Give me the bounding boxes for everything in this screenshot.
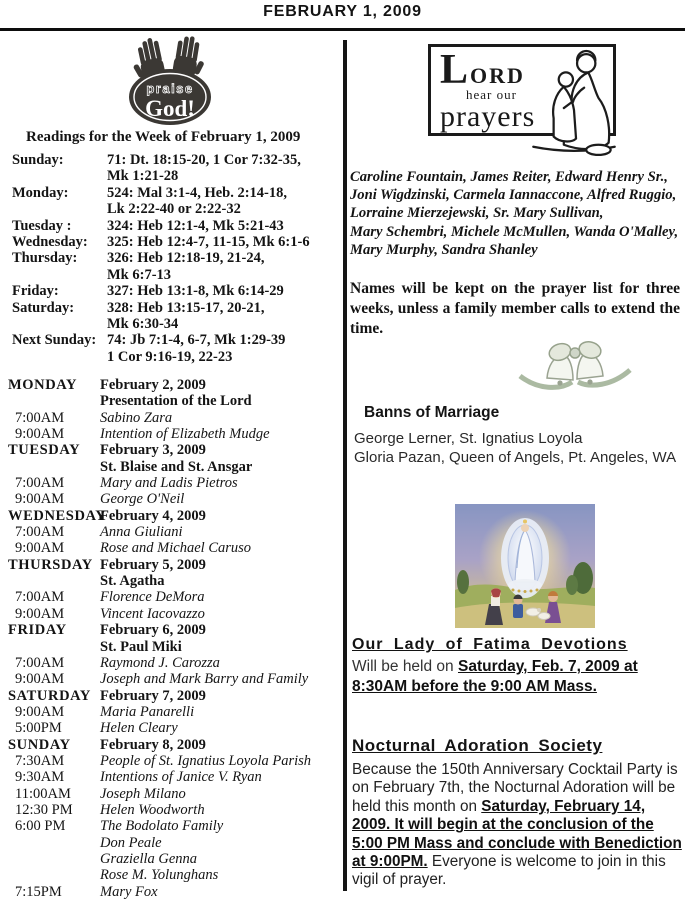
reading-row [12,218,340,234]
schedule-row [8,704,342,720]
nocturnal-adoration-text [352,761,685,890]
schedule-time: WEDNESDAY [8,507,107,524]
schedule-intention: The Bodolato Family [100,818,224,835]
reading-citation: 1 Cor 9:16-19, 22-23 [107,348,233,365]
schedule-intention: St. Blaise and St. Ansgar [100,458,253,475]
reading-row [12,332,340,348]
schedule-row [8,671,342,687]
schedule-intention: February 3, 2009 [100,442,206,459]
nocturnal-text-emphasis: Saturday, February 14, 2009. It will begin at the conclusion of the 5:00 PM Mass and conclude with Benediction at 9:00PM. [352,797,682,871]
nocturnal-text-after: Everyone is welcome to join in this vigil of prayer. [352,853,666,889]
schedule-intention: St. Agatha [100,573,165,590]
reading-citation: 324: Heb 12:1-4, Mk 5:21-43 [107,217,284,234]
schedule-intention: Sabino Zara [100,409,173,426]
schedule-time [8,835,100,851]
reading-citation: Mk 6:30-34 [107,316,179,333]
schedule-intention: Don Peale [100,834,162,851]
banns-line: George Lerner, St. Ignatius Loyola [354,430,583,447]
schedule-row [8,475,342,491]
reading-day: Tuesday : [12,217,72,234]
prayer-list-line: Joni Wigdzinski, Carmela Iannaccone, Alfred Ruggio, [350,187,677,204]
reading-citation: 328: Heb 13:15-17, 20-21, [107,299,265,316]
reading-row [12,300,340,316]
reading-day: Friday: [12,283,59,300]
schedule-intention: February 6, 2009 [100,622,206,639]
schedule-time: 9:30AM [15,769,65,786]
reading-citation: Mk 1:21-28 [107,168,179,185]
schedule-intention: Joseph Milano [100,785,186,802]
schedule-time: 7:00AM [15,654,65,671]
schedule-intention: Helen Woodworth [100,801,205,818]
schedule-intention: Joseph and Mark Barry and Family [100,671,309,688]
schedule-intention: February 5, 2009 [100,556,206,573]
schedule-intention: Rose M. Yolunghans [100,867,219,884]
reading-row [12,267,340,283]
schedule-intention: Intention of Elizabeth Mudge [100,426,270,443]
top-divider-rule [0,28,685,31]
schedule-row [8,802,342,818]
reading-day: Wednesday: [12,234,88,251]
praise-god-logo [100,34,240,130]
schedule-row [8,491,342,507]
schedule-row [8,377,342,393]
svg-text:praise: praise [146,81,194,96]
schedule-row [8,589,342,605]
schedule-intention: Anna Giuliani [100,524,183,541]
reading-citation: 71: Dt. 18:15-20, 1 Cor 7:32-35, [107,152,301,168]
reading-day: Monday: [12,184,69,201]
prayer-list-note: Names will be kept on the prayer list for three weeks, unless a family member calls to extend the time. [350,280,680,337]
schedule-row [8,410,342,426]
reading-day: Thursday: [12,250,78,267]
schedule-time: 12:30 PM [15,801,73,818]
our-lady-of-fatima-image [455,504,595,628]
banner-word-hear-our: hear our [466,86,517,102]
schedule-intention: February 4, 2009 [100,507,206,524]
schedule-intention: Vincent Iacovazzo [100,605,205,622]
lord-hear-our-prayers-banner [428,44,616,136]
schedule-time: 11:00AM [15,785,71,802]
schedule-row [8,737,342,753]
schedule-row [8,639,342,655]
schedule-intention: February 7, 2009 [100,687,206,704]
schedule-intention: Raymond J. Carozza [100,654,220,671]
schedule-time: 7:00AM [15,409,65,426]
schedule-time: TUESDAY [8,442,81,459]
schedule-row [8,867,342,883]
reading-row [12,201,340,217]
reading-row [12,283,340,299]
reading-day: Sunday: [12,152,64,168]
reading-row [12,168,340,184]
prayer-list-line: Mary Schembri, Michele McMullen, Wanda O'Malley, [350,223,679,240]
schedule-row [8,786,342,802]
schedule-row [8,753,342,769]
schedule-intention: George O'Neil [100,491,185,508]
reading-row [12,250,340,266]
schedule-time [8,393,100,409]
schedule-intention: St. Paul Miki [100,638,182,655]
schedule-row [8,818,342,834]
schedule-row [8,524,342,540]
schedule-row [8,393,342,409]
schedule-time: 9:00AM [15,426,65,443]
reading-row [12,185,340,201]
banner-word-prayers: prayers [440,99,536,133]
schedule-time: 7:30AM [15,752,65,769]
schedule-row [8,426,342,442]
fatima-devotions-text [352,657,674,697]
reading-day [12,168,107,184]
schedule-intention: Presentation of the Lord [100,393,252,410]
schedule-time: 6:00 PM [15,818,66,835]
schedule-time: 9:00AM [15,605,65,622]
schedule-intention: Maria Panarelli [100,703,195,720]
reading-day [12,201,107,217]
schedule-time [8,639,100,655]
fatima-text-normal: Will be held on [352,658,458,675]
reading-day [12,349,107,365]
fatima-devotions-title: Our Lady of Fatima Devotions [352,636,628,653]
schedule-time: SUNDAY [8,736,71,753]
schedule-time: 9:00AM [15,703,65,720]
readings-title: Readings for the Week of February 1, 2009 [26,129,301,145]
wedding-bells-icon [516,340,634,398]
schedule-row [8,688,342,704]
schedule-time: 9:00AM [15,540,65,557]
schedule-time [8,573,100,589]
schedule-time: 5:00PM [15,720,62,737]
schedule-row [8,769,342,785]
reading-citation: Mk 6:7-13 [107,266,172,283]
schedule-time: 7:00AM [15,475,65,492]
schedule-time: MONDAY [8,377,78,393]
nocturnal-adoration-title: Nocturnal Adoration Society [352,736,603,755]
schedule-row [8,606,342,622]
prayer-list [350,168,682,259]
reading-day: Next Sunday: [12,332,97,349]
reading-citation: 326: Heb 12:18-19, 21-24, [107,250,265,267]
schedule-time: 7:15PM [15,883,62,900]
reading-day [12,316,107,332]
reading-citation: 325: Heb 12:4-7, 11-15, Mk 6:1-6 [107,234,310,251]
kneeling-figures-icon [527,49,621,159]
schedule-row [8,442,342,458]
reading-citation: Lk 2:22-40 or 2:22-32 [107,201,241,218]
schedule-time: 7:00AM [15,524,65,541]
schedule-intention: Graziella Genna [100,850,198,867]
reading-row [12,234,340,250]
schedule-row [8,622,342,638]
schedule-row [8,557,342,573]
fatima-text-emphasis: Saturday, Feb. 7, 2009 at 8:30AM before the 9:00 AM Mass. [352,658,638,695]
schedule-row [8,835,342,851]
schedule-row [8,884,342,900]
reading-row [12,349,340,365]
schedule-intention: People of St. Ignatius Loyola Parish [100,752,312,769]
schedule-time: 9:00AM [15,671,65,688]
reading-row [12,316,340,332]
schedule-time [8,867,100,883]
praying-hands-icon [100,34,240,130]
schedule-intention: Helen Cleary [100,720,178,737]
schedule-time [8,851,100,867]
banns-of-marriage-title: Banns of Marriage [364,404,500,421]
reading-citation: 74: Jb 7:1-4, 6-7, Mk 1:29-39 [107,332,286,349]
reading-citation: 524: Mal 3:1-4, Heb. 2:14-18, [107,184,288,201]
schedule-time: THURSDAY [8,556,93,573]
schedule-intention: Florence DeMora [100,589,205,606]
schedule-row [8,720,342,736]
banns-couples-list [354,430,680,467]
svg-text:God!: God! [145,96,195,121]
schedule-intention: Intentions of Janice V. Ryan [100,769,262,786]
reading-citation: 327: Heb 13:1-8, Mk 6:14-29 [107,283,284,300]
reading-day: Saturday: [12,299,75,316]
schedule-intention: Rose and Michael Caruso [100,540,252,557]
schedule-time: FRIDAY [8,622,67,639]
schedule-intention: February 8, 2009 [100,736,206,753]
schedule-row [8,540,342,556]
prayer-list-line: Caroline Fountain, James Reiter, Edward Henry Sr., [350,169,668,185]
banns-line: Gloria Pazan, Queen of Angels, Pt. Angeles, WA [354,448,677,466]
nocturnal-text-before: Because the 150th Anniversary Cocktail Party is on February 7th, the Nocturnal Adoration will be held this month on [352,761,678,815]
schedule-time: SATURDAY [8,687,91,704]
schedule-row [8,851,342,867]
schedule-row [8,573,342,589]
schedule-row [8,508,342,524]
schedule-intention: Mary and Ladis Pietros [100,475,238,492]
schedule-row [8,459,342,475]
banner-word-lord: LORD [440,47,525,93]
schedule-intention: February 2, 2009 [100,377,206,393]
reading-day [12,267,107,283]
schedule-intention: Mary Fox [100,883,158,900]
reading-row [12,152,340,168]
schedule-row [8,655,342,671]
mass-schedule [8,377,342,900]
banner-text [440,47,536,133]
schedule-time: 7:00AM [15,589,65,606]
page-title: FEBRUARY 1, 2009 [263,3,422,20]
prayer-list-line: Mary Murphy, Sandra Shanley [350,241,538,258]
prayer-list-line: Lorraine Mierzejewski, Sr. Mary Sullivan, [350,205,604,222]
column-divider [343,40,347,891]
readings-list [12,152,340,365]
schedule-time [8,459,100,475]
schedule-time: 9:00AM [15,491,65,508]
